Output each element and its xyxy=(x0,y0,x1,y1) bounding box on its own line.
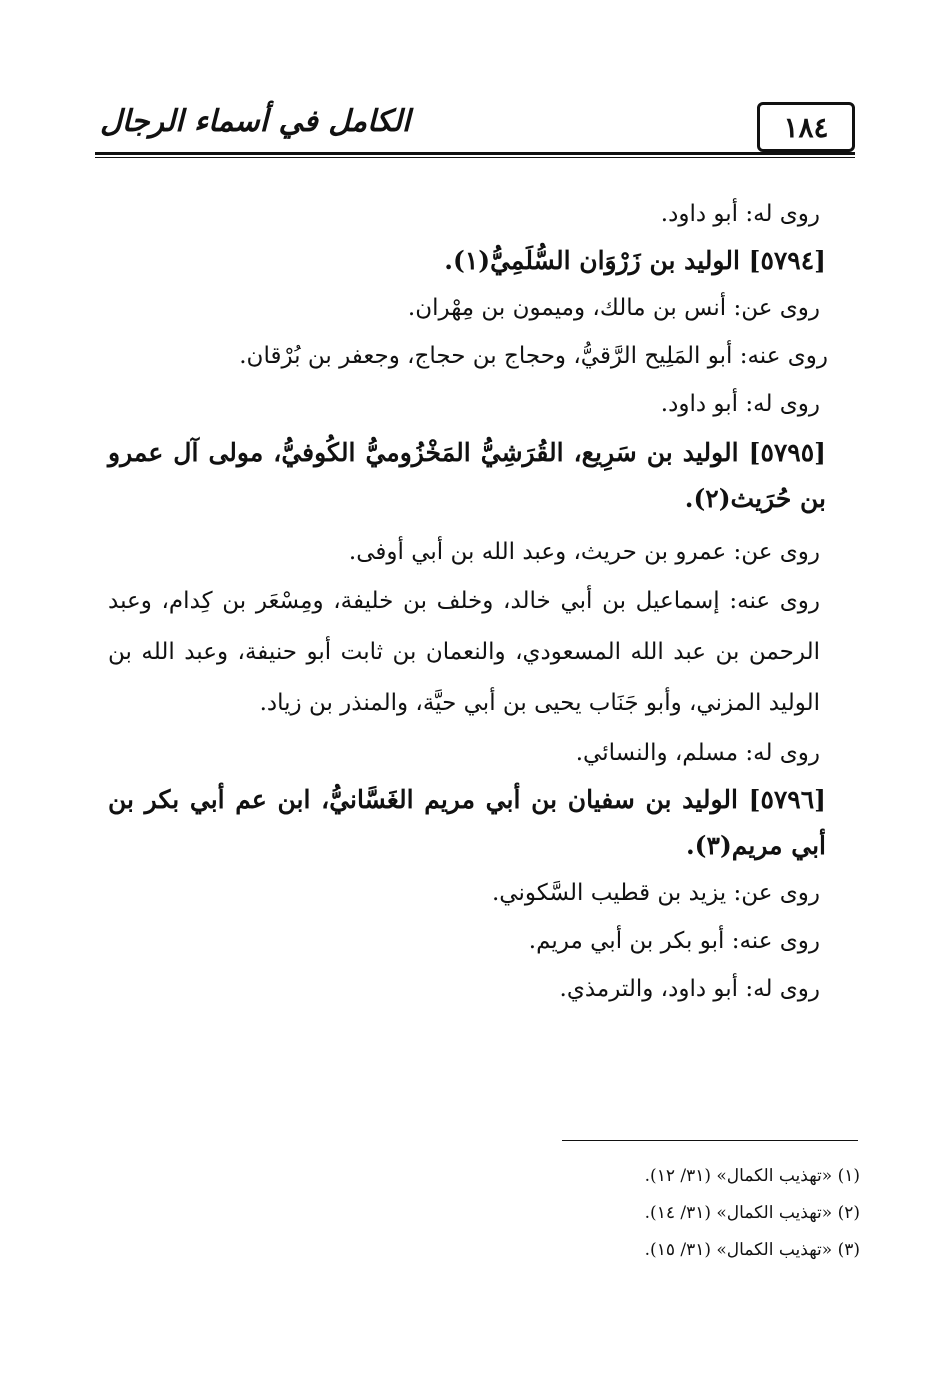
main-text xyxy=(108,190,828,1013)
text-line: روى عنه: أبو بكر بن أبي مريم. xyxy=(528,928,820,954)
entry-heading: [٥٧٩٤] الوليد بن زَرْوَان السُّلَمِيُّ(١). xyxy=(444,246,826,275)
page-number: ١٨٤ xyxy=(757,102,855,152)
text-line: روى عن: أنس بن مالك، وميمون بن مِهْران. xyxy=(407,295,820,321)
footnotes xyxy=(400,1158,860,1269)
footnote: (٢) «تهذيب الكمال» (٣١/ ١٤). xyxy=(644,1203,860,1223)
header-rule xyxy=(95,152,855,155)
text-line: روى عن: يزيد بن قطيب السَّكوني. xyxy=(492,880,820,906)
entry-heading: [٥٧٩٦] الوليد بن سفيان بن أبي مريم الغَسَّانيُّ، ابن عم أبي بكر بن أبي مريم(٣). xyxy=(108,785,826,860)
footnote: (٣) «تهذيب الكمال» (٣١/ ١٥). xyxy=(644,1240,860,1260)
text-line: روى له: أبو داود. xyxy=(660,201,820,227)
entry-heading: [٥٧٩٥] الوليد بن سَرِيع، القُرَشِيُّ المَخْزُوميُّ الكُوفيُّ، مولى آل عمرو بن حُرَيث(٢). xyxy=(108,438,826,513)
text-line: روى عنه: أبو المَلِيح الرَّقيُّ، وحجاج بن حجاج، وجعفر بن بُرْقان. xyxy=(239,343,828,369)
page-header xyxy=(95,102,855,162)
footnote: (١) «تهذيب الكمال» (٣١/ ١٢). xyxy=(644,1166,860,1186)
header-rule-thin xyxy=(95,157,855,158)
text-line: روى له: أبو داود. xyxy=(660,391,820,417)
text-paragraph: روى عنه: إسماعيل بن أبي خالد، وخلف بن خليفة، ومِسْعَر بن كِدام، وعبد الرحمن بن عبد الله المسعودي، والنعمان بن ثابت أبو حنيفة، وعبد الله بن الوليد المزني، وأبو جَنَاب يحيى بن أبي حيَّة، والمنذر بن زياد. xyxy=(108,588,820,716)
book-title: الكامل في أسماء الرجال xyxy=(100,104,411,139)
text-line: روى له: مسلم، والنسائي. xyxy=(575,740,820,766)
footnote-separator xyxy=(562,1140,858,1141)
text-line: روى عن: عمرو بن حريث، وعبد الله بن أبي أوفى. xyxy=(348,539,820,565)
text-line: روى له: أبو داود، والترمذي. xyxy=(559,976,820,1002)
